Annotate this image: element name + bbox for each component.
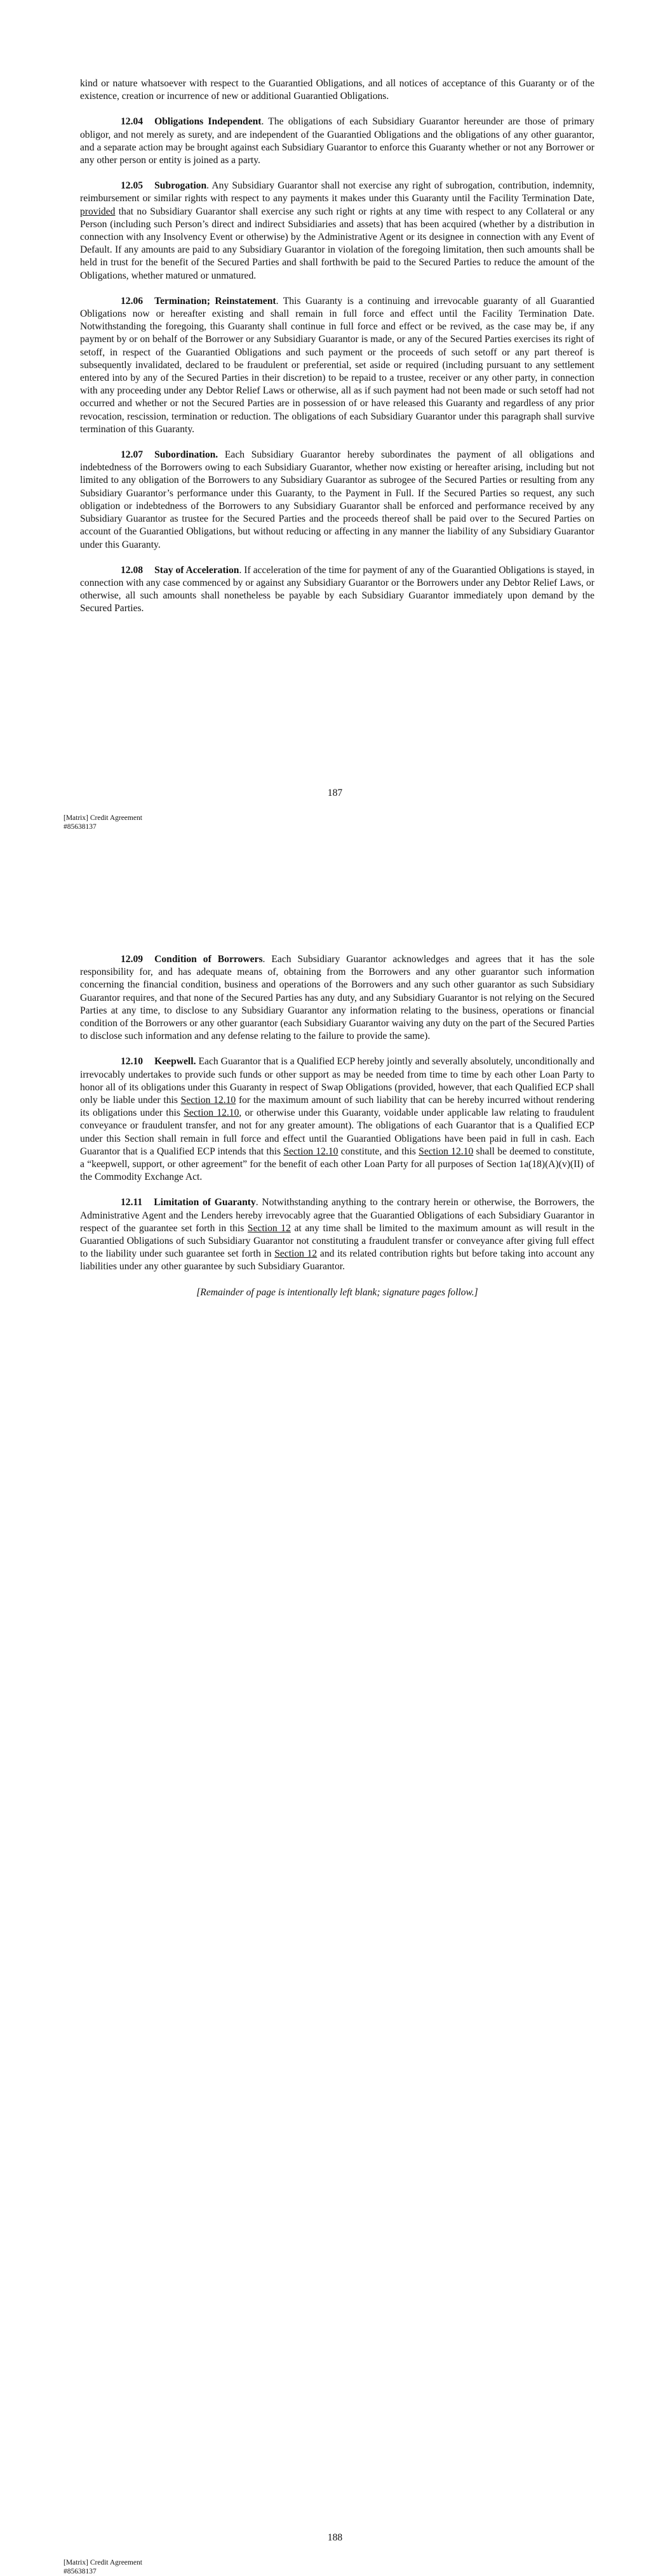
document-page-188 <box>0 866 670 2575</box>
section-number: 12.04 <box>121 116 144 128</box>
page-number: 187 <box>327 788 343 798</box>
section-number: 12.07 <box>121 449 144 461</box>
section-heading: Keepwell. <box>154 1056 196 1067</box>
page-body <box>80 77 594 628</box>
section-12-06 <box>80 295 594 436</box>
section-text: . Any Subsidiary Guarantor shall not exercise any right of subrogation, contribution, indemnity, reimbursement or similar rights with respect to any payments it makes under this Guaranty until the Facility Termination Date, <box>80 180 594 204</box>
section-text: and its related contribution rights but before taking into account any liabilities under any other guarantee by such Subsidiary Guarantor. <box>80 1248 595 1272</box>
section-heading: Subrogation <box>154 180 207 192</box>
section-text: . The obligations of each Subsidiary Guarantor hereunder are those of primary obligor, and not merely as surety, and are independent of the Guarantied Obligations and the obligations of any other guarantor, and a separate action may be brought against each Subsidiary Guarantor to enforce this Guaranty whether or not any Borrower or any other person or entity is joined as a party. <box>80 116 594 166</box>
section-number: 12.10 <box>121 1056 144 1067</box>
remainder-blank-note: [Remainder of page is intentionally left blank; signature pages follow.] <box>196 1286 478 1298</box>
section-text: Each Guarantor that is a Qualified ECP hereby jointly and severally absolutely, unconditionally and irrevocably undertakes to provide such funds or other support as may be needed from time to time by each other Loan Party to honor all of its obligations under this Guaranty in respect of Swap Obligations (provided, however, that each Qualified ECP shall only be liable under this <box>80 1056 594 1106</box>
footer-title: [Matrix] Credit Agreement <box>64 814 142 822</box>
section-text: for the maximum amount of such liability that can be hereby incurred without rendering its obligations under this <box>80 1095 594 1119</box>
page-body <box>80 953 594 1312</box>
section-number: 12.06 <box>121 295 144 307</box>
section-number: 12.08 <box>121 564 144 576</box>
section-text: . Notwithstanding anything to the contrary herein or otherwise, the Borrowers, the Administrative Agent and the Lenders hereby irrevocably agree that the Guarantied Obligations of each Subsidiary Guarantor in respect of the guarantee set forth in this <box>80 1197 594 1234</box>
section-text: . If acceleration of the time for payment of any of the Guarantied Obligations is stayed, in connection with any case commenced by or against any Subsidiary Guarantor or the Borrowers under any Debtor Relief Laws, or otherwise, all such amounts shall nonetheless be payable by each Subsidiary Guarantor immediately upon demand by the Secured Parties. <box>80 564 594 614</box>
section-text: shall be deemed to constitute, a “keepwell, support, or other agreement” for the benefit of each other Loan Party for all purposes of Section 1a(18)(A)(v)(II) of the Commodity Exchange Act. <box>80 1146 594 1183</box>
section-12-04 <box>80 116 594 167</box>
footer-title: [Matrix] Credit Agreement <box>64 2559 142 2566</box>
section-reference: Section 12.10 <box>419 1146 474 1157</box>
section-reference: Section 12.10 <box>180 1095 236 1106</box>
section-heading: Condition of Borrowers <box>154 954 263 965</box>
section-text: . This Guaranty is a continuing and irrevocable guaranty of all Guarantied Obligations now or hereafter existing and shall remain in full force and effect until the Facility Termination Date. Notwithstanding the foregoing, this Guaranty shall continue in full force and effect or be revived, as the case may be, if any payment by or on behalf of the Borrower or any Subsidiary Guarantor is made, or any of the Secured Parties exercises its right of setoff, in respect of the Guarantied Obligations and such payment or the proceeds of such setoff or any part thereof is subsequently invalidated, declared to be fraudulent or preferential, set aside or required (including pursuant to any settlement entered into by any of the Secured Parties in their discretion) to be repaid to a trustee, receiver or any other party, in connection with any proceeding under any Debtor Relief Laws or otherwise, all as if such payment had not been made or such setoff had not occurred and whether or not the Secured Parties are in possession of or have released this Guaranty and regardless of any prior revocation, rescission, termination or reduction. The obligations of each Subsidiary Guarantor under this paragraph shall survive termination of this Guaranty. <box>80 295 595 435</box>
section-reference: Section 12 <box>274 1248 318 1260</box>
section-12-09 <box>80 953 594 1043</box>
section-heading: Termination; Reinstatement <box>154 295 276 307</box>
section-reference: Section 12 <box>247 1222 291 1234</box>
footer-doc-id: #85638137 <box>64 823 97 831</box>
section-number: 12.09 <box>121 954 144 965</box>
section-text: that no Subsidiary Guarantor shall exercise any such right or rights at any time with respect to any Collateral or any Person (including such Person’s direct and indirect Subsidiaries and assets) that has been acquired (whether by a distribution in connection with any Insolvency Event or otherwise) by the Administrative Agent or its designee in connection with any Event of Default. If any amounts are paid to any Subsidiary Guarantor in violation of the foregoing limitation, then such amounts shall be held in trust for the benefit of the Secured Parties and shall forthwith be paid to the Secured Parties to reduce the amount of the Obligations, whether matured or unmatured. <box>80 206 594 281</box>
section-number: 12.11 <box>121 1197 143 1208</box>
continuation-paragraph: kind or nature whatsoever with respect to the Guarantied Obligations, and all notices of acceptance of this Guaranty or of the existence, creation or incurrence of new or additional Guarantied Obligations. <box>80 78 594 102</box>
section-reference: Section 12.10 <box>184 1107 239 1119</box>
document-page-187 <box>0 0 670 866</box>
section-heading: Subordination. <box>154 449 218 461</box>
footer-doc-id: #85638137 <box>64 2568 97 2575</box>
section-heading: Obligations Independent <box>154 116 262 128</box>
section-heading: Limitation of Guaranty <box>154 1197 256 1208</box>
section-text: at any time shall be limited to the maximum amount as will result in the Guarantied Obligations of such Subsidiary Guarantor not constituting a fraudulent transfer or conveyance after giving full effect to the liability under such guarantee set forth in <box>80 1222 594 1260</box>
page-number: 188 <box>327 2532 343 2543</box>
section-12-05 <box>80 180 594 282</box>
page-footer <box>64 814 142 831</box>
section-number: 12.05 <box>121 180 144 192</box>
page-footer <box>64 2558 142 2576</box>
section-text: constitute, and this <box>338 1146 419 1157</box>
section-12-07 <box>80 449 594 552</box>
section-heading: Stay of Acceleration <box>154 564 239 576</box>
section-text: Each Subsidiary Guarantor hereby subordinates the payment of all obligations and indebtedness of the Borrowers owing to each Subsidiary Guarantor, whether now existing or hereafter arising, including but not limited to any obligation of the Borrowers to any Subsidiary Guarantor as subrogee of the Secured Parties or resulting from any Subsidiary Guarantor’s performance under this Guaranty, to the Payment in Full. If the Secured Parties so request, any such obligation or indebtedness of the Borrowers to any Subsidiary Guarantor shall be enforced and performance received by any Subsidiary Guarantor as trustee for the Secured Parties and the proceeds thereof shall be paid over to the Secured Parties on account of the Guarantied Obligations, but without reducing or affecting in any manner the liability of any Subsidiary Guarantor under this Guaranty. <box>80 449 594 550</box>
section-12-10 <box>80 1055 594 1184</box>
section-12-08 <box>80 564 594 616</box>
underlined-term: provided <box>80 206 116 217</box>
section-text: , or otherwise under this Guaranty, voidable under applicable law relating to fraudulent conveyance or fraudulent transfer, and not for any greater amount). The obligations of each Guarantor that is a Qualified ECP under this Section shall remain in full force and effect until the Guarantied Obligations have been paid in full in cash. Each Guarantor that is a Qualified ECP intends that this <box>80 1107 594 1157</box>
section-reference: Section 12.10 <box>283 1146 338 1157</box>
section-text: . Each Subsidiary Guarantor acknowledges and agrees that it has the sole responsibility for, and has adequate means of, obtaining from the Borrowers and any other guarantor such information concerning the financial condition, business and operations of the Borrowers and any such other guarantor as such Subsidiary Guarantor requires, and that none of the Secured Parties has any duty, and any Subsidiary Guarantor is not relying on the Secured Parties at any time, to disclose to any Subsidiary Guarantor any information relating to the business, operations or financial condition of the Borrowers or any other guarantor (each Subsidiary Guarantor waiving any duty on the part of the Secured Parties to disclose such information and any defense relating to the failure to provide the same). <box>80 954 594 1042</box>
section-12-11 <box>80 1196 594 1273</box>
